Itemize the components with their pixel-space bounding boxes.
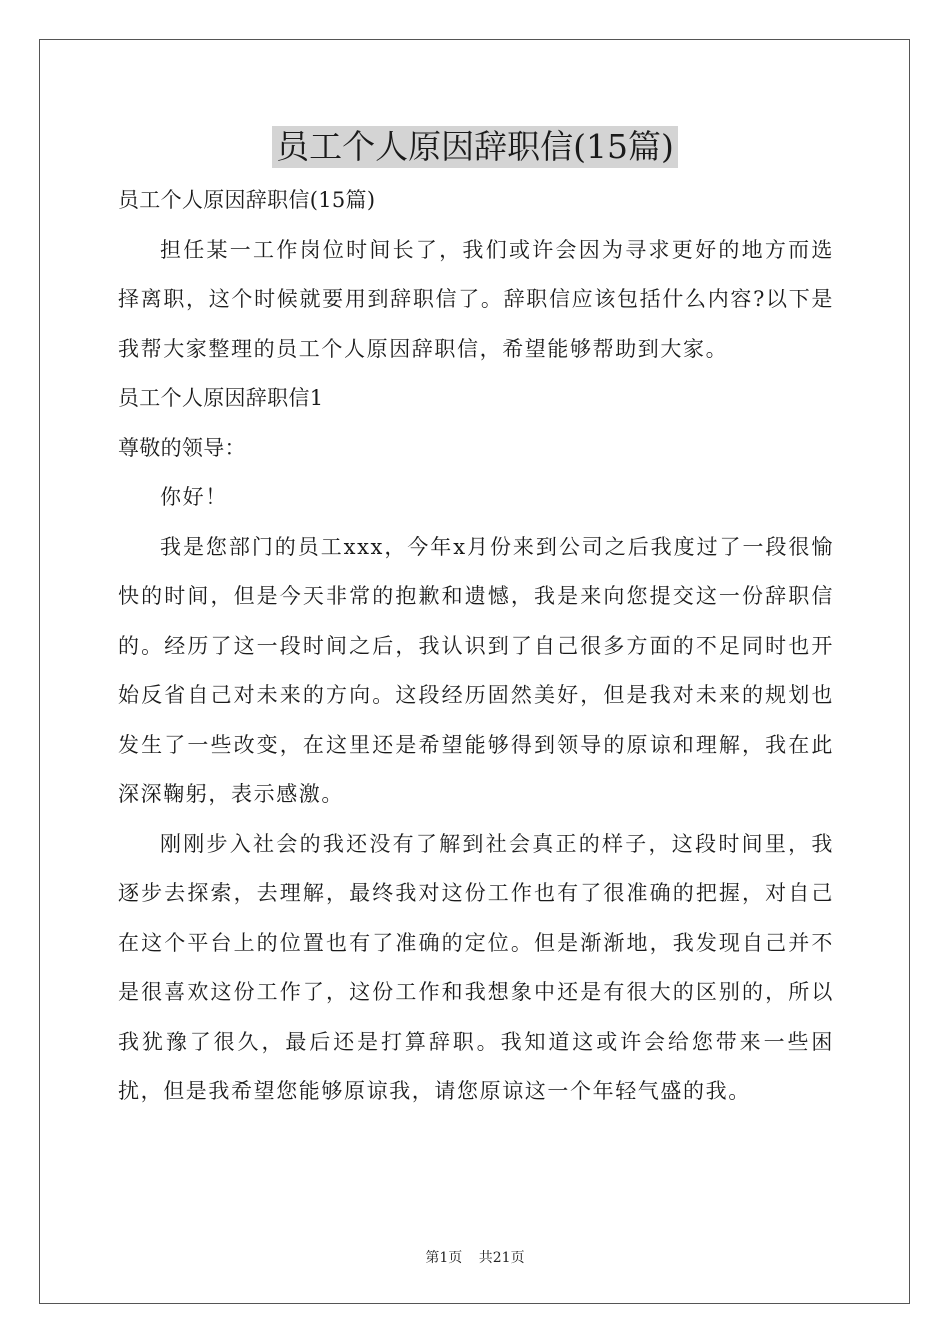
body-paragraph-1: 我是您部门的员工xxx，今年x月份来到公司之后我度过了一段很愉快的时间，但是今天非常的抱歉和遗憾，我是来向您提交这一份辞职信的。经历了这一段时间之后，我认识到了自己很多方面的不足同时也开始反省自己对未来的方向。这段经历固然美好，但是我对未来的规划也发生了一些改变，在这里还是希望能够得到领导的原谅和理解，我在此深深鞠躬，表示感激。: [118, 534, 834, 806]
intro-paragraph: 担任某一工作岗位时间长了，我们或许会因为寻求更好的地方而选择离职，这个时候就要用到辞职信了。辞职信应该包括什么内容?以下是我帮大家整理的员工个人原因辞职信，希望能够帮助到大家。: [118, 237, 834, 361]
salutation: 尊敬的领导：: [118, 435, 246, 460]
greeting: 你好！: [160, 485, 228, 509]
section-heading: 员工个人原因辞职信1: [118, 386, 324, 410]
page-number: 第1页: [425, 1250, 463, 1266]
title-container: [0, 126, 950, 168]
page-footer: [0, 1247, 950, 1267]
document-title: 员工个人原因辞职信(15篇): [272, 126, 678, 168]
document-body: [118, 176, 834, 1117]
total-pages: 共21页: [478, 1250, 525, 1266]
body-paragraph-2: 刚刚步入社会的我还没有了解到社会真正的样子，这段时间里，我逐步去探索，去理解，最终我对这份工作也有了很准确的把握，对自己在这个平台上的位置也有了准确的定位。但是渐渐地，我发现自己并不是很喜欢这份工作了，这份工作和我想象中还是有很大的区别的，所以我犹豫了很久，最后还是打算辞职。我知道这或许会给您带来一些困扰，但是我希望您能够原谅我，请您原谅这一个年轻气盛的我。: [118, 831, 834, 1103]
document-subtitle: 员工个人原因辞职信(15篇): [118, 188, 376, 212]
